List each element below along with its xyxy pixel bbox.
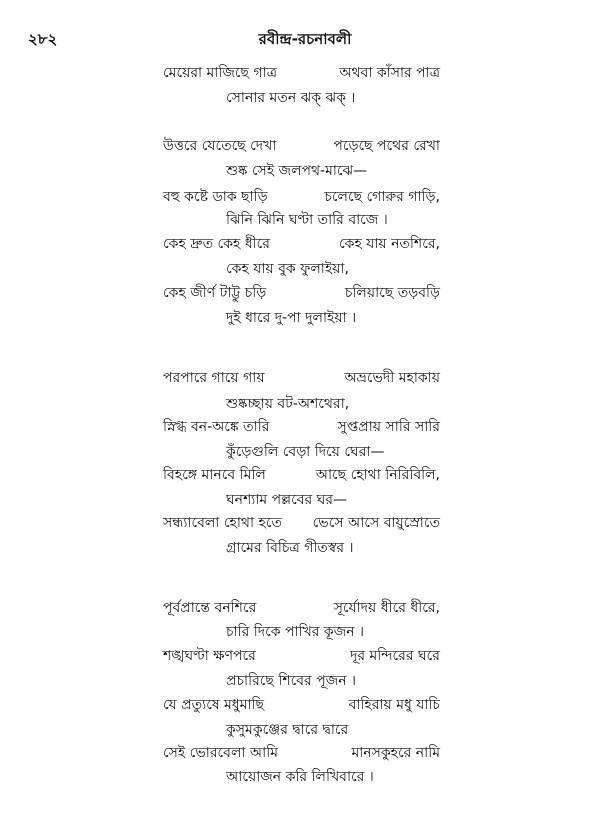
verse-line-left: বিহঙ্গে মানবে মিলি: [163, 467, 266, 483]
verse-line-indented: প্রচারিছে শিবের পূজন ।: [226, 673, 357, 689]
verse-line-right: সূর্যোদয় ধীরে ধীরে,: [333, 600, 440, 616]
verse-line-right: চলেছে গোরুর গাড়ি,: [324, 189, 440, 205]
verse-line-right: অথবা কাঁসার পাত্র: [339, 65, 440, 81]
verse-line-left: পরপারে গায়ে গায়: [163, 370, 265, 386]
verse-line-indented: আয়োজন করি লিখিবারে ।: [226, 769, 374, 785]
verse-line-right: কেহ যায় নতশিরে,: [338, 236, 440, 252]
verse-line-left: সেই ভোরবেলা আমি: [163, 745, 279, 761]
page-number: ২৮২: [28, 30, 58, 48]
verse-line-right: বাহিরায় মধু যাচি: [348, 697, 440, 713]
verse-line-left: কেহ দ্রুত কেহ ধীরে: [163, 236, 270, 252]
verse-line-indented: কুসুমকুঞ্জের দ্বারে দ্বারে: [226, 722, 349, 738]
running-title: রবীন্দ্র-রচনাবলী: [258, 30, 352, 48]
verse-line-indented: দুই ধারে দু-পা দুলাইয়া ।: [226, 310, 357, 326]
verse-line-left: যে প্রত্যুষে মধুমাছি: [163, 697, 264, 713]
verse-line-indented: চারি দিকে পাখির কূজন ।: [226, 624, 365, 640]
verse-line-left: মেয়েরা মাজিছে গাত্র: [163, 65, 277, 81]
verse-line-indented: ঝিনি ঝিনি ঘণ্টা তারি বাজে ।: [226, 212, 388, 228]
verse-line-indented: সোনার মতন ঝক্ ঝক্ ।: [226, 90, 356, 106]
verse-line-left: উত্তরে যেতেছে দেখা: [163, 138, 277, 154]
verse-line-indented: ঘনশ্যাম পল্লবের ঘর—: [226, 492, 348, 508]
verse-line-left: পূর্বপ্রান্তে বনশিরে: [163, 600, 257, 616]
verse-line-right: অভ্রভেদী মহাকায়: [344, 370, 440, 386]
verse-line-left: স্নিগ্ধ বন-অঙ্কে তারি: [163, 419, 270, 435]
verse-line-right: চলিয়াছে তড়বড়ি: [344, 285, 440, 301]
verse-line-right: পড়েছে পথের রেখা: [333, 138, 440, 154]
verse-line-left: সন্ধ্যাবেলা হোথা হতে: [163, 515, 282, 531]
verse-line-right: ভেসে আসে বায়ুস্রোতে: [312, 515, 440, 531]
verse-line-left: কেহ জীর্ণ টাট্টু চড়ি: [163, 285, 267, 301]
verse-line-indented: কুঁড়েগুলি বেড়া দিয়ে ঘেরা—: [226, 444, 385, 460]
verse-line-right: সুপ্তপ্রায় সারি সারি: [337, 419, 440, 435]
verse-line-indented: গ্রামের বিচিত্র গীতস্বর ।: [226, 540, 354, 556]
verse-line-left: বহু কষ্টে ডাক ছাড়ি: [163, 189, 268, 205]
verse-line-right: মানসকুহরে নামি: [351, 745, 440, 761]
verse-line-right: আছে হোথা নিরিবিলি,: [315, 467, 440, 483]
verse-line-indented: শুষ্ক সেই জলপথ-মাঝে—: [226, 163, 368, 179]
verse-line-left: শঙ্খঘণ্টা ক্ষণপরে: [163, 648, 256, 664]
verse-line-indented: কেহ যায় বুক ফুলাইয়া,: [226, 261, 349, 277]
verse-line-right: দূর মন্দিরের ঘরে: [350, 648, 440, 664]
verse-line-indented: শুষ্কচ্ছায় বট-অশথেরা,: [226, 396, 350, 412]
